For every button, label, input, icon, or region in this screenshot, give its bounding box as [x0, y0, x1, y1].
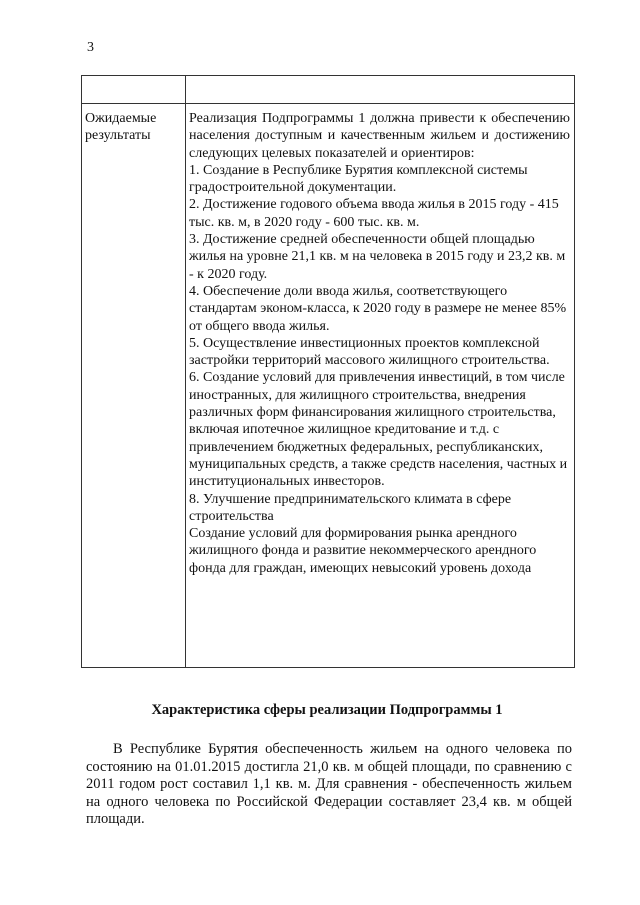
- table-row-empty: [82, 76, 575, 104]
- list-item: 3. Достижение средней обеспеченности общей площадью жилья на уровне 21,1 кв. м на человека в 2015 году и 23,2 кв. м - к 2020 году.: [189, 232, 566, 282]
- page-number: 3: [87, 40, 94, 55]
- label-cell: [82, 104, 186, 668]
- intro-text: Реализация Подпрограммы 1 должна привести к обеспечению населения доступным и качественным жильем и достижению следующих целевых показателей и ориентиров:: [189, 111, 570, 161]
- list-item: 6. Создание условий для привлечения инвестиций, в том числе иностранных, для жилищного строительства, внедрения различных форм финансирования жилищного строительства, включая ипотечное жилищное кредитование и т.д. с привлечением бюджетных федеральных, республиканских, муниципальных средств, а также средств населения, частных и институциональных инвесторов.: [189, 370, 568, 490]
- list-item: 8. Улучшение предпринимательского климата в сфере строительства: [189, 491, 512, 524]
- list-item: 4. Обеспечение доли ввода жилья, соответствующего стандартам эконом-класса, к 2020 году в размере не менее 85% от общего ввода жилья.: [189, 283, 567, 334]
- content-block: [186, 104, 574, 577]
- list-item: 5. Осуществление инвестиционных проектов комплексной застройки территорий массового жилищного строительства.: [189, 335, 550, 369]
- row-label: Ожидаемые результаты: [85, 111, 157, 143]
- content-cell: [186, 104, 575, 668]
- table-row-expected-results: [82, 104, 575, 668]
- empty-content-cell: [186, 76, 575, 104]
- section-heading: Характеристика сферы реализации Подпрограммы 1: [151, 702, 503, 718]
- empty-label-cell: [82, 76, 186, 104]
- program-passport-table: [81, 75, 575, 668]
- list-item: 1. Создание в Республике Бурятия комплексной системы градостроительной документации.: [189, 162, 528, 196]
- list-item: Создание условий для формирования рынка арендного жилищного фонда и развитие некоммерческого арендного фонда для граждан, имеющих невысокий уровень дохода: [189, 526, 537, 576]
- body-paragraph: В Республике Бурятия обеспеченность жильем на одного человека по состоянию на 01.01.2015 достигла 21,0 кв. м общей площади, по сравнению с 2011 годом рост составил 1,1 кв. м. Для сравнения - обеспеченность жильем на одного человека по Российской Федерации составляет 23,4 кв. м общей площади.: [86, 741, 572, 828]
- list-item: 2. Достижение годового объема ввода жилья в 2015 году - 415 тыс. кв. м, в 2020 году - 600 тыс. кв. м.: [189, 197, 559, 230]
